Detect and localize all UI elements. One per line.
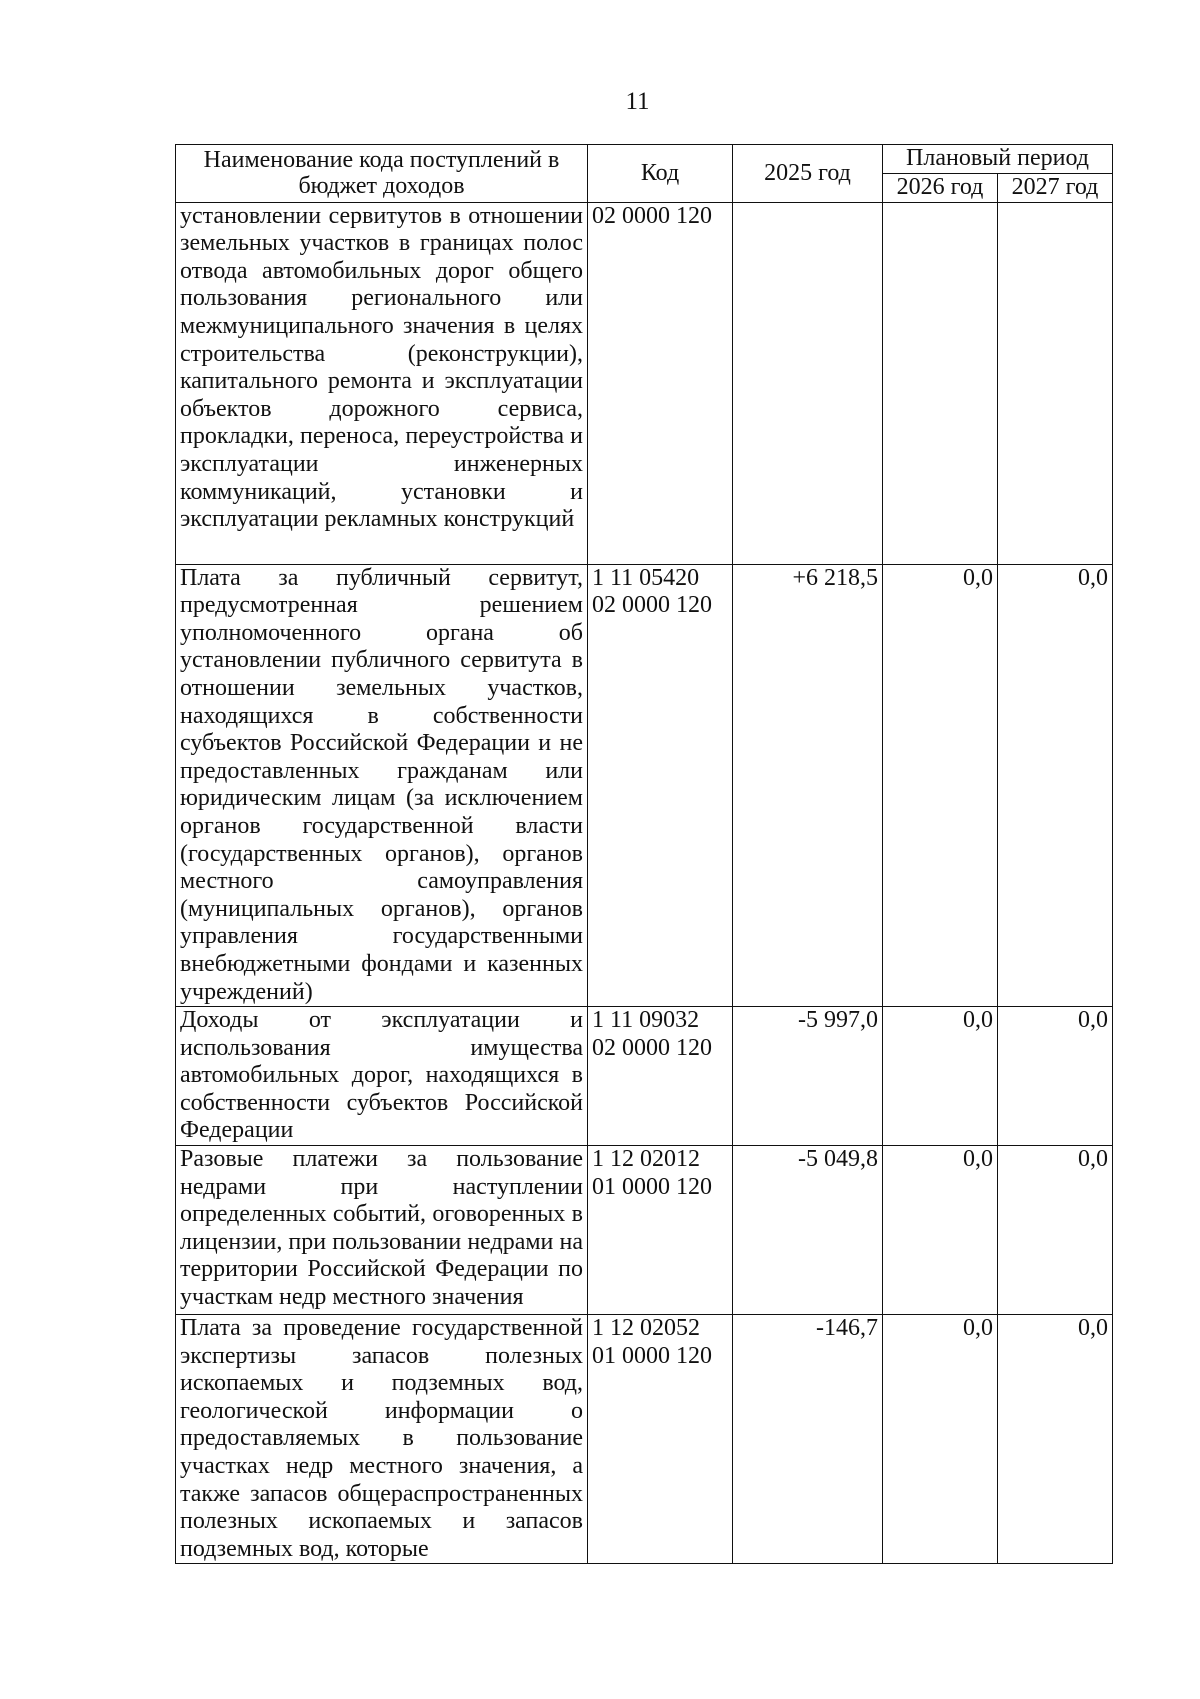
header-2026: 2026 год [883, 174, 998, 203]
row-value-2026: 0,0 [883, 1007, 998, 1146]
row-value-2025: +6 218,5 [733, 564, 883, 1007]
row-value-2027: 0,0 [998, 1007, 1113, 1146]
row-name: Разовые платежи за пользование недрами при наступлении определенных событий, оговоренных в лицензии, при пользовании недрами на территории Российской Федерации по участкам недр местного значения [176, 1146, 588, 1315]
row-value-2027: 0,0 [998, 1315, 1113, 1564]
row-name: установлении сервитутов в отношении земельных участков в границах полос отвода автомобильных дорог общего пользования регионального или межмуниципального значения в целях строительства (реконструкции), капитального ремонта и эксплуатации объектов дорожного сервиса, прокладки, переноса, переустройства и эксплуатации инженерных коммуникаций, установки и эксплуатации рекламных конструкций [176, 202, 588, 564]
row-value-2025: -5 049,8 [733, 1146, 883, 1315]
row-code: 02 0000 120 [588, 202, 733, 564]
header-name: Наименование кода поступлений в бюджет доходов [176, 145, 588, 203]
row-value-2026: 0,0 [883, 1146, 998, 1315]
page-number: 11 [625, 88, 650, 115]
header-code: Код [588, 145, 733, 203]
header-planned-period: Плановый период [883, 145, 1113, 174]
row-value-2026: 0,0 [883, 564, 998, 1007]
row-code: 1 12 02012 01 0000 120 [588, 1146, 733, 1315]
row-value-2026 [883, 202, 998, 564]
header-2025: 2025 год [733, 145, 883, 203]
row-name: Плата за публичный сервитут, предусмотренная решением уполномоченного органа об установлении публичного сервитута в отношении земельных участков, находящихся в собственности субъектов Российской Федерации и не предоставленных гражданам или юридическим лицам (за исключением органов государственной власти (государственных органов), органов местного самоуправления (муниципальных органов), органов управления государственными внебюджетными фондами и казенных учреждений) [176, 564, 588, 1007]
row-value-2027 [998, 202, 1113, 564]
row-value-2025: -146,7 [733, 1315, 883, 1564]
row-value-2027: 0,0 [998, 564, 1113, 1007]
table-row [176, 1315, 1113, 1564]
row-code: 1 11 09032 02 0000 120 [588, 1007, 733, 1146]
row-value-2027: 0,0 [998, 1146, 1113, 1315]
table-row [176, 1146, 1113, 1315]
row-name: Доходы от эксплуатации и использования имущества автомобильных дорог, находящихся в собственности субъектов Российской Федерации [176, 1007, 588, 1146]
row-code: 1 12 02052 01 0000 120 [588, 1315, 733, 1564]
table-row [176, 202, 1113, 564]
budget-revenue-table [175, 144, 1113, 1564]
table-row [176, 1007, 1113, 1146]
table-row [176, 564, 1113, 1007]
header-2027: 2027 год [998, 174, 1113, 203]
row-value-2025: -5 997,0 [733, 1007, 883, 1146]
row-value-2026: 0,0 [883, 1315, 998, 1564]
row-name: Плата за проведение государственной экспертизы запасов полезных ископаемых и подземных вод, геологической информации о предоставляемых в пользование участках недр местного значения, а также запасов общераспространенных полезных ископаемых и запасов подземных вод, которые [176, 1315, 588, 1564]
row-value-2025 [733, 202, 883, 564]
row-code: 1 11 05420 02 0000 120 [588, 564, 733, 1007]
